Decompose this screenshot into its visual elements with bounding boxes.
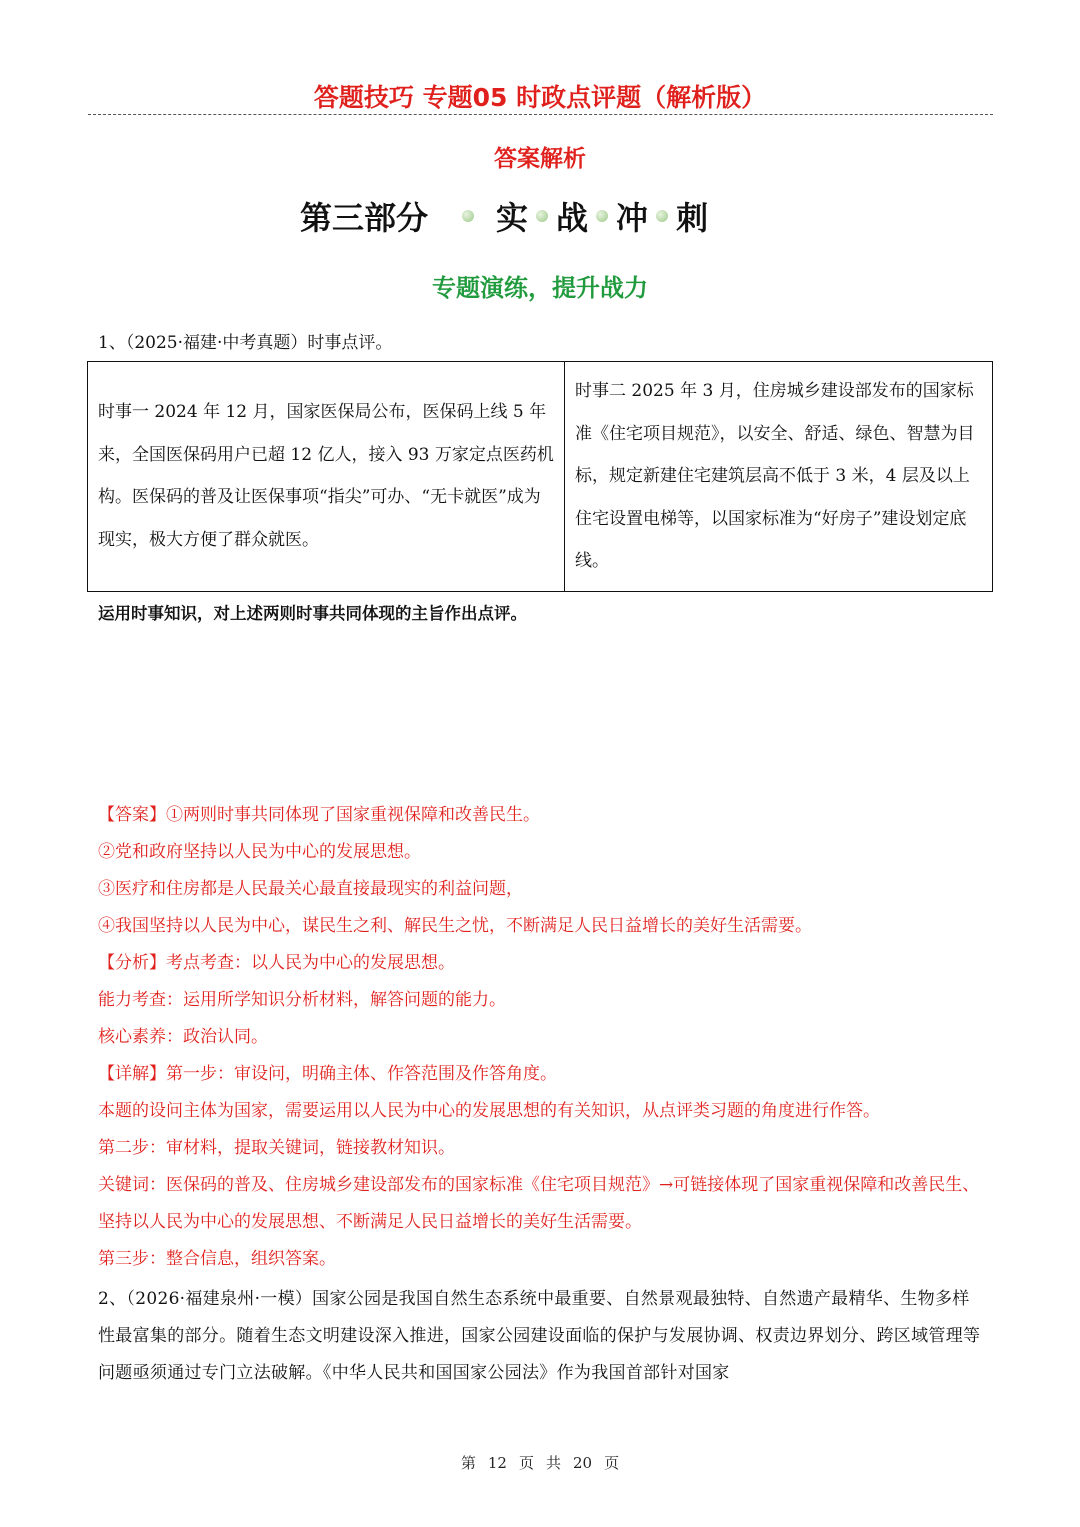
section-label: 答案解析: [494, 146, 586, 172]
event-1-cell: 时事一 2024 年 12 月，国家医保局公布，医保码上线 5 年来，全国医保码用户已超 12 亿人，接入 93 万家定点医药机构。医保码的普及让医保事项“指尖”可办、“无卡就医”成为现实，极大方便了群众就医。: [88, 362, 565, 592]
page-total: 20: [573, 1454, 593, 1472]
bullet-dot-icon: [536, 210, 548, 222]
answer-line: 【答案】①两则时事共同体现了国家重视保障和改善民生。: [98, 805, 540, 825]
analysis-line: 核心素养：政治认同。: [98, 1027, 268, 1047]
analysis-line: 能力考查：运用所学知识分析材料，解答问题的能力。: [98, 990, 506, 1010]
bullet-dot-icon: [596, 210, 608, 222]
answer-line: ③医疗和住房都是人民最关心最直接最现实的利益问题，: [98, 879, 523, 899]
bullet-dot-icon: [462, 210, 474, 222]
question-2-text: 2、（2026·福建泉州·一模）国家公园是我国自然生态系统中最重要、自然景观最独特、自然遗产最精华、生物多样性最富集的部分。随着生态文明建设深入推进，国家公园建设面临的保护与发展协调、权责边界划分、跨区域管理等问题亟须通过专门立法破解。《中华人民共和国国家公园法》作为我国首部针对国家: [98, 1289, 981, 1383]
detail-line: 第二步：审材料，提取关键词，链接教材知识。: [98, 1138, 455, 1158]
event-2-cell: 时事二 2025 年 3 月，住房城乡建设部发布的国家标准《住宅项目规范》，以安全、舒适、绿色、智慧为目标，规定新建住宅建筑层高不低于 3 米，4 层及以上住宅设置电梯等，以国家标准为“好房子”建设划定底线。: [565, 362, 993, 592]
part-title-text: 第三部分: [300, 199, 429, 237]
detail-line: 【详解】第一步：审设问，明确主体、作答范围及作答角度。: [98, 1064, 557, 1084]
detail-line: 本题的设问主体为国家，需要运用以人民为中心的发展思想的有关知识，从点评类习题的角度进行作答。: [98, 1101, 880, 1121]
page-number-suffix: 页: [604, 1454, 620, 1472]
part-char: 实: [496, 199, 529, 237]
part-char: 战: [556, 199, 589, 237]
part-title: [300, 192, 708, 240]
page-footer: [0, 1452, 1080, 1473]
answer-analysis: [98, 797, 988, 1278]
answer-line: ④我国坚持以人民为中心，谋民生之利、解民生之忧，不断满足人民日益增长的美好生活需要。: [98, 916, 812, 936]
page-number-prefix: 第: [460, 1454, 476, 1472]
answer-line: ②党和政府坚持以人民为中心的发展思想。: [98, 842, 421, 862]
document-title: 答题技巧 专题05 时政点评题（解析版）: [313, 83, 767, 112]
part-char: 刺: [676, 199, 709, 237]
bullet-dot-icon: [656, 210, 668, 222]
question-1-instruction: 运用时事知识，对上述两则时事共同体现的主旨作出点评。: [98, 604, 527, 623]
part-char: 冲: [616, 199, 649, 237]
page-current: 12: [487, 1454, 507, 1472]
detail-line: 第三步：整合信息，组织答案。: [98, 1249, 336, 1269]
events-table: [87, 361, 993, 592]
analysis-line: 【分析】考点考查：以人民为中心的发展思想。: [98, 953, 455, 973]
question-1-heading: 1、（2025·福建·中考真题）时事点评。: [98, 333, 393, 353]
page-total-prefix: 共: [546, 1454, 562, 1472]
header-divider: [88, 114, 993, 115]
slogan: 专题演练，提升战力: [432, 274, 648, 302]
page-number-word: 页: [518, 1454, 534, 1472]
detail-line: 关键词：医保码的普及、住房城乡建设部发布的国家标准《住宅项目规范》→可链接体现了国家重视保障和改善民生、坚持以人民为中心的发展思想、不断满足人民日益增长的美好生活需要。: [98, 1175, 980, 1232]
